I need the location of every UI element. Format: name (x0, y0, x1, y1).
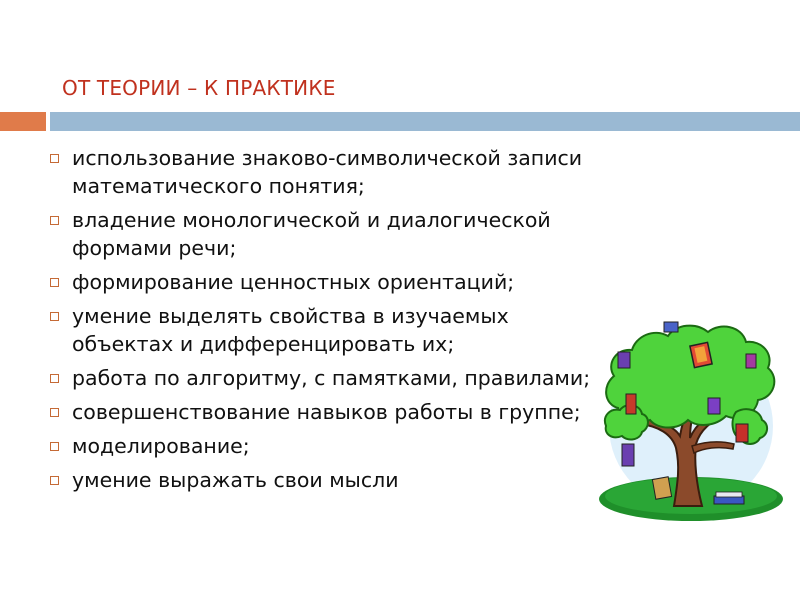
bullet-square-icon (50, 374, 59, 383)
list-item-text: владение монологической и диалогической формами речи; (72, 208, 551, 260)
bullet-square-icon (50, 476, 59, 485)
bullet-square-icon (50, 154, 59, 163)
list-item-text: использование знаково-символической записи математического понятия; (72, 146, 583, 198)
list-item (46, 364, 606, 392)
list-item (46, 466, 606, 494)
bullet-square-icon (50, 408, 59, 417)
list-item (46, 144, 606, 200)
list-item-text: совершенствование навыков работы в группе; (72, 400, 581, 424)
title-rule-accent (0, 112, 46, 131)
bullet-square-icon (50, 278, 59, 287)
list-item-text: формирование ценностных ориентаций; (72, 270, 515, 294)
list-item-text: моделирование; (72, 434, 250, 458)
list-item (46, 268, 606, 296)
slide-title: ОТ ТЕОРИИ – К ПРАКТИКЕ (62, 76, 336, 100)
list-item-text: умение выделять свойства в изучаемых объектах и дифференцировать их; (72, 304, 509, 356)
bullet-square-icon (50, 442, 59, 451)
list-item (46, 302, 606, 358)
list-item (46, 398, 606, 426)
list-item-text: умение выражать свои мысли (72, 468, 399, 492)
book-tree-icon (596, 316, 786, 526)
title-rule-bar (50, 112, 800, 131)
list-item (46, 432, 606, 460)
bullet-square-icon (50, 216, 59, 225)
list-item-text: работа по алгоритму, с памятками, правилами; (72, 366, 591, 390)
list-item (46, 206, 606, 262)
bullet-list (46, 144, 606, 500)
bullet-square-icon (50, 312, 59, 321)
